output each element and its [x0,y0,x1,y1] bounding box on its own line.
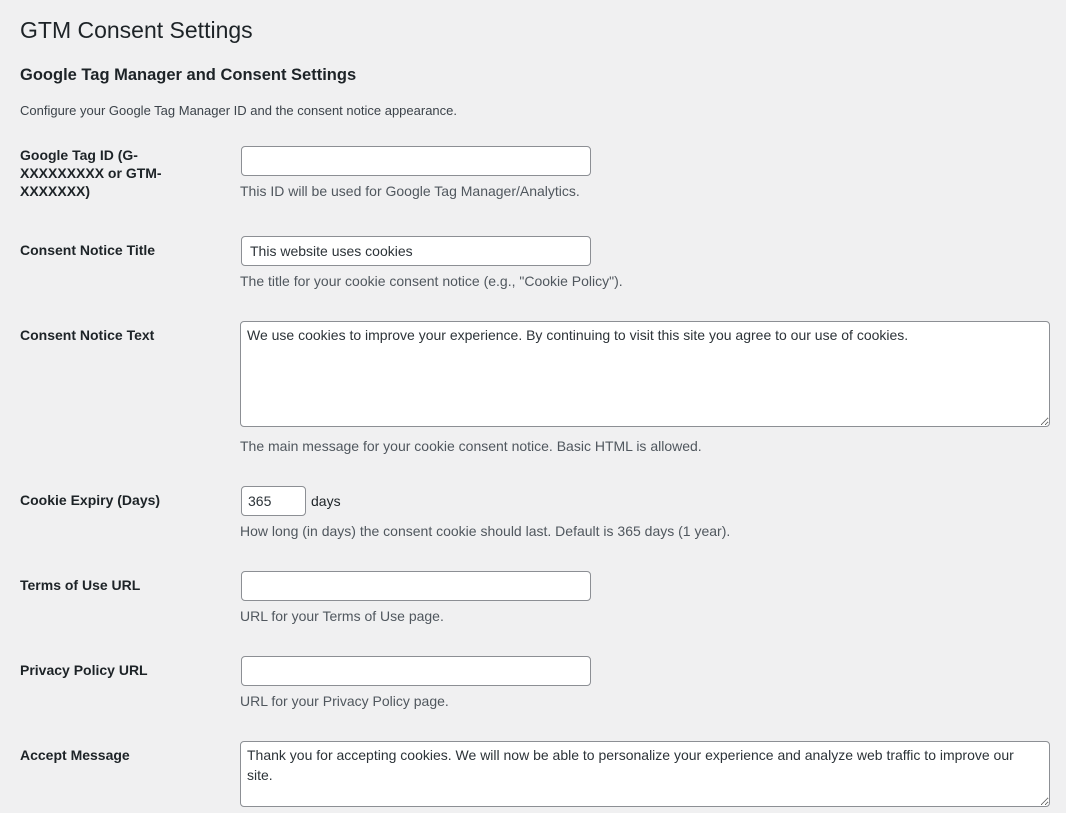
accept-message-textarea[interactable] [240,741,1050,807]
cookie-expiry-help: How long (in days) the consent cookie should last. Default is 365 days (1 year). [240,523,731,539]
accept-message-label: Accept Message [20,747,130,763]
notice-text-textarea[interactable] [240,321,1050,427]
notice-title-input[interactable] [241,236,591,266]
section-title: Google Tag Manager and Consent Settings [20,66,357,84]
notice-title-label: Consent Notice Title [20,242,156,258]
cookie-expiry-unit: days [311,493,341,509]
privacy-url-input[interactable] [241,656,591,686]
page-title: GTM Consent Settings [20,17,253,43]
gtm-id-input[interactable] [241,146,591,176]
gtm-id-help: This ID will be used for Google Tag Manager/Analytics. [240,183,580,199]
privacy-url-help: URL for your Privacy Policy page. [240,693,449,709]
notice-text-help: The main message for your cookie consent notice. Basic HTML is allowed. [240,438,702,454]
section-description: Configure your Google Tag Manager ID and the consent notice appearance. [20,103,457,118]
gtm-id-label: Google Tag ID (G-XXXXXXXXX or GTM-XXXXXXX) [20,147,162,199]
privacy-url-label: Privacy Policy URL [20,662,148,678]
terms-url-help: URL for your Terms of Use page. [240,608,444,624]
notice-text-label: Consent Notice Text [20,327,155,343]
cookie-expiry-label: Cookie Expiry (Days) [20,492,161,508]
cookie-expiry-input[interactable] [241,486,306,516]
notice-title-help: The title for your cookie consent notice (e.g., "Cookie Policy"). [240,273,623,289]
terms-url-input[interactable] [241,571,591,601]
terms-url-label: Terms of Use URL [20,577,141,593]
